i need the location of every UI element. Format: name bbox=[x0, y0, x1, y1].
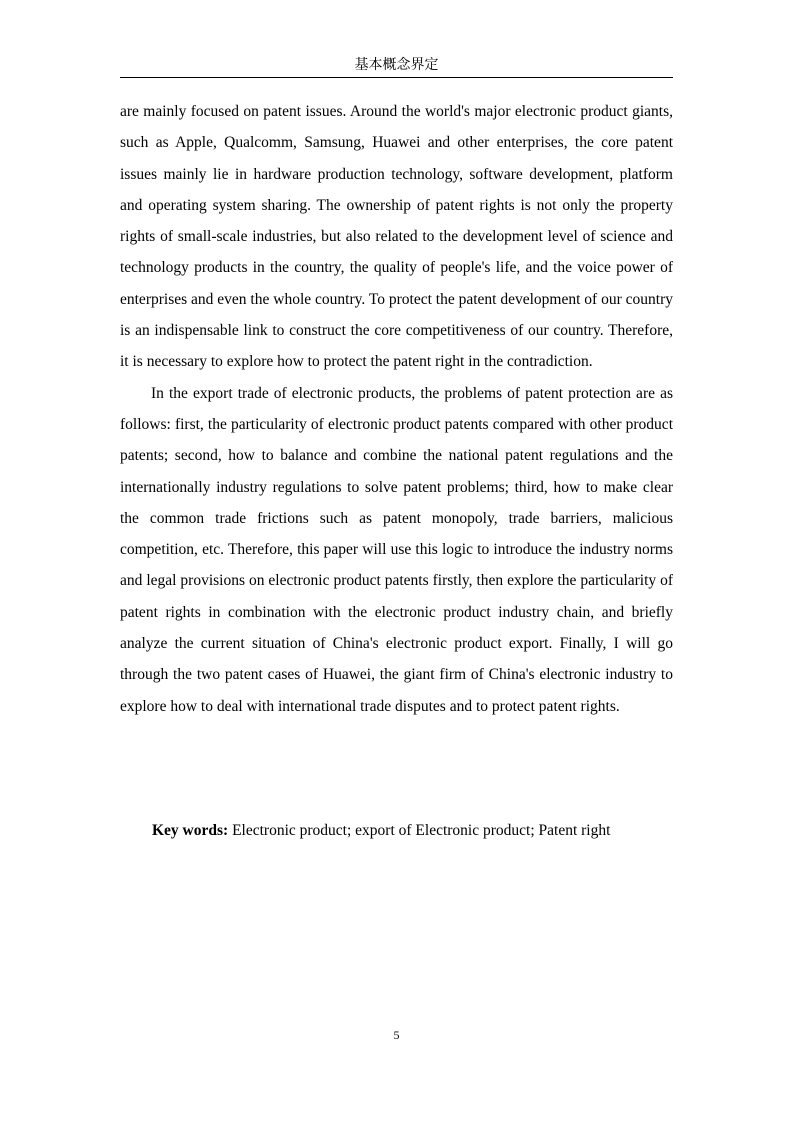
keywords-line bbox=[152, 815, 673, 846]
page-number: 5 bbox=[393, 1028, 400, 1042]
running-header: 基本概念界定 bbox=[354, 57, 439, 73]
body-text bbox=[120, 96, 673, 722]
header-divider bbox=[120, 77, 673, 78]
paragraph: In the export trade of electronic products, the problems of patent protection are as follows: first, the particularity of electronic product patents compared with other product patents; second, how to balance and combine the national patent regulations and the internationally industry regulations to solve patent problems; third, how to make clear the common trade frictions such as patent monopoly, trade barriers, malicious competition, etc. Therefore, this paper will use this logic to introduce the industry norms and legal provisions on electronic product patents firstly, then explore the particularity of patent rights in combination with the electronic product industry chain, and briefly analyze the current situation of China's electronic product export. Finally, I will go through the two patent cases of Huawei, the giant firm of China's electronic industry to explore how to deal with international trade disputes and to protect patent rights. bbox=[120, 384, 673, 715]
paragraph-continued: are mainly focused on patent issues. Around the world's major electronic product giants, such as Apple, Qualcomm, Samsung, Huawei and other enterprises, the core patent issues mainly lie in hardware production technology, software development, platform and operating system sharing. The ownership of patent rights is not only the property rights of small-scale industries, but also related to the development level of science and technology products in the country, the quality of people's life, and the voice power of enterprises and even the whole country. To protect the patent development of our country is an indispensable link to construct the core competitiveness of our country. Therefore, it is necessary to explore how to protect the patent right in the contradiction. bbox=[120, 103, 673, 371]
keywords-label: Key words: bbox=[152, 822, 229, 839]
keywords-text: Electronic product; export of Electronic product; Patent right bbox=[228, 822, 611, 839]
